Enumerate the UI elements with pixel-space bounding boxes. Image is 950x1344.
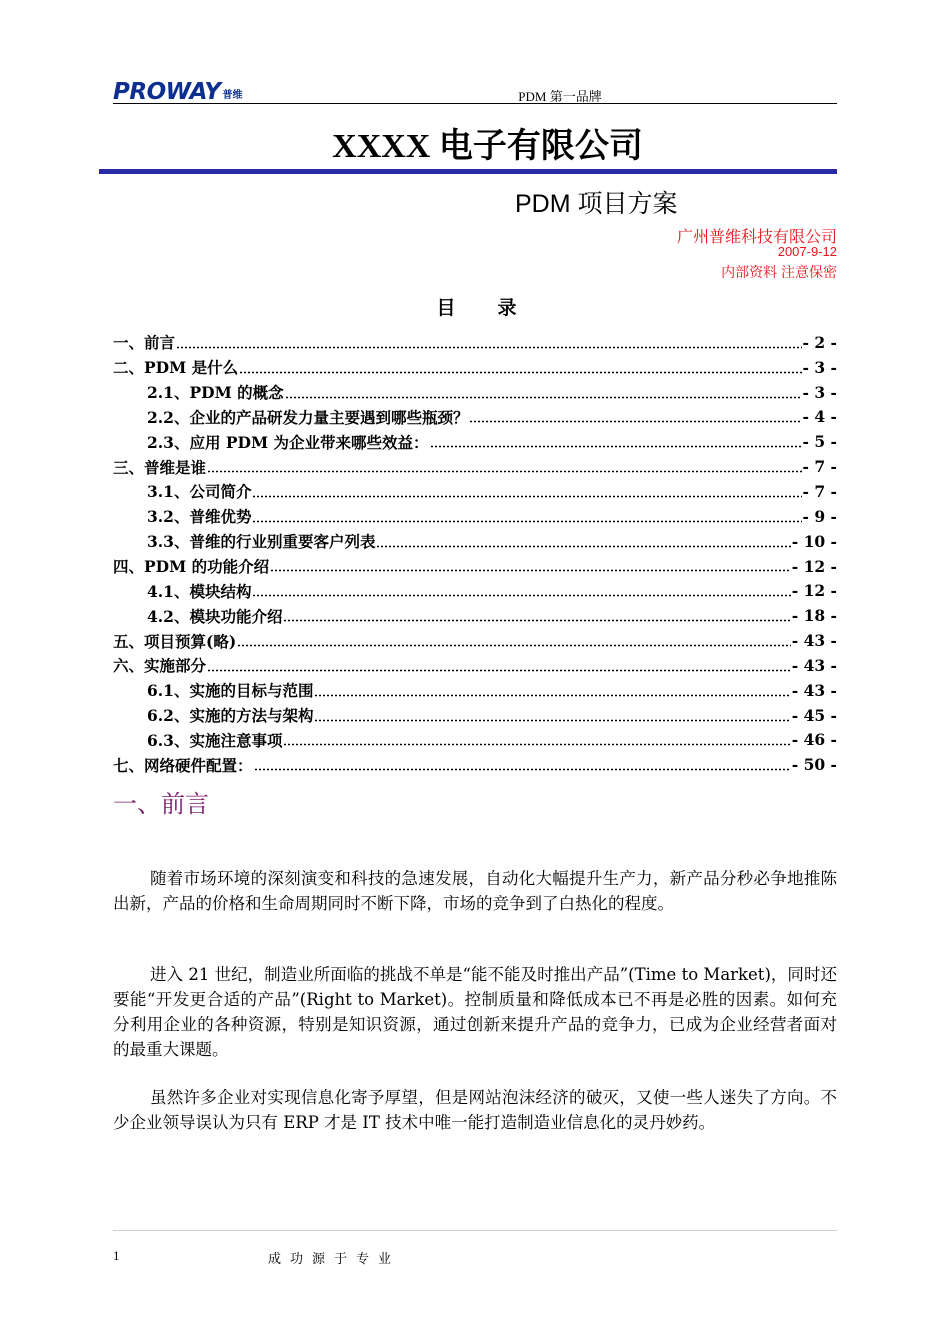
logo-chinese: 普维 (222, 90, 243, 101)
toc-entry-label: 6.3、实施注意事项 (147, 730, 283, 750)
toc-entry[interactable] (113, 529, 837, 554)
header-tagline: PDM 第一品牌 (518, 89, 602, 104)
toc-dot-leader (176, 346, 802, 349)
toc-entry-page: - 7 - (802, 481, 837, 501)
toc-entry[interactable] (113, 330, 837, 355)
toc-dot-leader (207, 669, 791, 672)
toc-entry-label: 二、PDM 是什么 (113, 358, 239, 378)
toc-entry[interactable] (113, 405, 837, 430)
toc-entry[interactable] (113, 752, 837, 777)
toc-dot-leader (314, 694, 790, 697)
page-number: 1 (113, 1248, 120, 1263)
toc-dot-leader (283, 743, 790, 746)
toc-entry-label: 2.2、企业的产品研发力量主要遇到哪些瓶颈？ (147, 407, 469, 427)
toc-entry-label: 六、实施部分 (113, 656, 207, 676)
section-heading: 一、前言 (113, 790, 209, 818)
toc-entry[interactable] (113, 678, 837, 703)
toc-entry-page: - 4 - (802, 407, 837, 427)
toc-dot-leader (430, 445, 802, 448)
toc-entry-page: - 50 - (791, 755, 837, 775)
toc-dot-leader (469, 420, 801, 423)
project-title: PDM 项目方案 (515, 190, 678, 218)
toc-entry[interactable] (113, 728, 837, 753)
toc-entry-page: - 2 - (802, 332, 837, 352)
toc-entry[interactable] (113, 554, 837, 579)
toc-dot-leader (239, 371, 801, 374)
confidentiality-note: 内部资料 注意保密 (721, 264, 837, 280)
toc-entry[interactable] (113, 703, 837, 728)
toc-entry-page: - 5 - (802, 432, 837, 452)
header-divider (113, 103, 837, 104)
toc-dot-leader (376, 545, 790, 548)
toc-entry-label: 四、PDM 的功能介绍 (113, 557, 270, 577)
toc-entry-label: 2.1、PDM 的概念 (147, 383, 284, 403)
footer-slogan: 成功源于专业 (268, 1252, 401, 1267)
toc-dot-leader (252, 495, 801, 498)
toc-entry-page: - 3 - (802, 382, 837, 402)
toc-entry-page: - 43 - (791, 655, 837, 675)
toc-entry[interactable] (113, 380, 837, 405)
toc-entry[interactable] (113, 504, 837, 529)
toc-entry-label: 3.1、公司简介 (147, 482, 252, 502)
toc-dot-leader (237, 644, 791, 647)
toc-entry[interactable] (113, 653, 837, 678)
title-underline-bar (99, 169, 837, 174)
toc-entry-label: 4.1、模块结构 (147, 581, 252, 601)
toc-entry[interactable] (113, 355, 837, 380)
toc-entry-label: 4.2、模块功能介绍 (147, 606, 283, 626)
toc-entry-label: 3.3、普维的行业别重要客户列表 (147, 532, 376, 552)
toc-entry-page: - 10 - (791, 531, 837, 551)
toc-dot-leader (254, 768, 791, 771)
toc-entry-label: 6.2、实施的方法与架构 (147, 706, 314, 726)
table-of-contents (113, 330, 837, 777)
toc-entry-page: - 12 - (791, 556, 837, 576)
toc-entry-label: 五、项目预算(略) (113, 631, 237, 651)
toc-dot-leader (314, 719, 790, 722)
toc-entry-page: - 12 - (791, 581, 837, 601)
toc-entry-label: 三、普维是谁 (113, 457, 207, 477)
toc-dot-leader (283, 619, 790, 622)
toc-entry-page: - 46 - (791, 730, 837, 750)
toc-dot-leader (207, 470, 802, 473)
toc-entry-page: - 3 - (802, 357, 837, 377)
toc-dot-leader (270, 569, 791, 572)
toc-entry[interactable] (113, 603, 837, 628)
toc-entry-page: - 9 - (802, 506, 837, 526)
toc-entry-page: - 43 - (791, 631, 837, 651)
toc-entry-page: - 45 - (791, 705, 837, 725)
toc-entry[interactable] (113, 578, 837, 603)
document-date: 2007-9-12 (777, 244, 837, 259)
toc-entry[interactable] (113, 429, 837, 454)
toc-entry-page: - 7 - (802, 457, 837, 477)
toc-heading: 目录 (436, 297, 559, 319)
toc-entry[interactable] (113, 479, 837, 504)
paragraph-2: 进入 21 世纪，制造业所面临的挑战不单是“能不能及时推出产品”(Time to Market)，同时还要能“开发更合适的产品”(Right to Market)。控制质量和降低成本已不再是必胜的因素。如何充分利用企业的各种资源，特别是知识资源，通过创新来提升产品的竞争力，已成为企业经营者面对的最重大课题。 (113, 965, 837, 1059)
paragraph-3: 虽然许多企业对实现信息化寄予厚望，但是网站泡沫经济的破灭，又使一些人迷失了方向。不少企业领导误认为只有 ERP 才是 IT 技术中唯一能打造制造业信息化的灵丹妙药。 (113, 1088, 837, 1132)
toc-entry-page: - 43 - (791, 680, 837, 700)
toc-entry-page: - 18 - (791, 606, 837, 626)
company-title: XXXX 电子有限公司 (332, 128, 643, 165)
footer-divider (113, 1230, 837, 1231)
toc-entry[interactable] (113, 628, 837, 653)
toc-dot-leader (285, 396, 802, 399)
paragraph-1: 随着市场环境的深刻演变和科技的急速发展，自动化大幅提升生产力，新产品分秒必争地推陈出新，产品的价格和生命周期同时不断下降，市场的竞争到了白热化的程度。 (113, 869, 837, 913)
toc-entry-label: 2.3、应用 PDM 为企业带来哪些效益： (147, 432, 429, 452)
toc-entry-label: 3.2、普维优势 (147, 507, 252, 527)
toc-entry-label: 七、网络硬件配置： (113, 755, 253, 775)
toc-entry-label: 一、前言 (113, 333, 176, 353)
vendor-name: 广州普维科技有限公司 (676, 229, 837, 246)
toc-dot-leader (252, 594, 790, 597)
logo-wordmark: PROWAY (113, 79, 221, 105)
toc-dot-leader (252, 520, 801, 523)
toc-entry-label: 6.1、实施的目标与范围 (147, 681, 314, 701)
toc-entry[interactable] (113, 454, 837, 479)
